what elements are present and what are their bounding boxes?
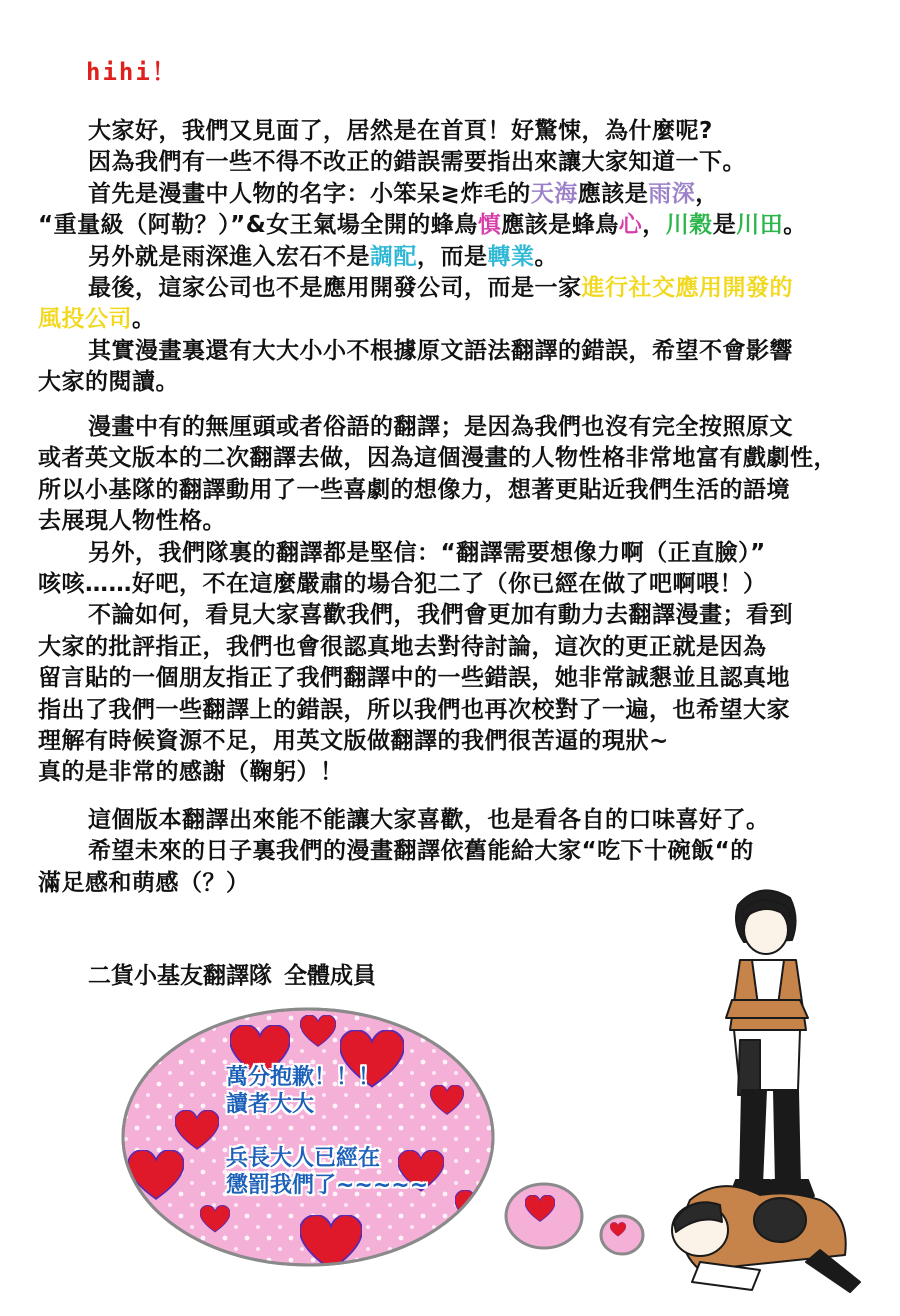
text-line: 真的是非常的感謝（鞠躬）！ <box>38 759 344 786</box>
text-segment: 首先是漫畫中人物的名字：小笨呆≷炸毛的 <box>88 180 531 207</box>
highlight-name: 雨深 <box>648 180 696 207</box>
highlight-term: 轉業 <box>487 243 535 270</box>
text-segment: 。 <box>132 306 156 333</box>
text-line: 希望未來的日子裏我們的漫畫翻譯依舊能給大家“吃下十碗飯“的 <box>88 838 754 865</box>
highlight-term: 風投公司 <box>38 306 132 333</box>
text-line: 咳咳……好吧，不在這麼嚴肅的場合犯二了（你已經在做了吧啊喂！） <box>38 570 767 597</box>
text-line: 留言貼的一個朋友指正了我們翻譯中的一些錯誤，她非常誠懇並且認真地 <box>38 665 790 692</box>
greeting-heading: hihi！ <box>86 58 178 86</box>
text-segment: 另外就是雨深進入宏石不是 <box>88 243 370 270</box>
text-segment: 應該是 <box>577 180 649 207</box>
text-segment: “重量級（阿勒？）”&女王氣場全開的蜂鳥 <box>38 212 478 239</box>
text-line: 大家的批評指正，我們也會很認真地去對待討論，這次的更正就是因為 <box>38 633 767 660</box>
text-line: 所以小基隊的翻譯動用了一些喜劇的想像力，想著更貼近我們生活的語境 <box>38 476 790 503</box>
highlight-name: 慎 <box>477 212 502 239</box>
text-line: 指出了我們一些翻譯上的錯誤，所以我們也再次校對了一遍，也希望大家 <box>38 696 790 723</box>
text-line: 其實漫畫裏還有大大小小不根據原文語法翻譯的錯誤，希望不會影響 <box>88 337 793 364</box>
highlight-name: 天海 <box>530 180 578 207</box>
text-line: 大家好，我們又見面了，居然是在首頁！好驚悚，為什麼呢? <box>88 118 713 144</box>
highlight-name: 川穀 <box>665 212 713 239</box>
bubble-line: 萬分抱歉！！！ <box>226 1065 381 1090</box>
highlight-term: 調配 <box>370 243 417 270</box>
highlight-term: 進行社交應用開發的 <box>581 274 793 301</box>
team-name: 二貨小基友翻譯隊 <box>88 963 272 989</box>
team-members: 全體成員 <box>284 963 376 989</box>
text-segment: 最後，這家公司也不是應用開發公司，而是一家 <box>88 274 582 301</box>
text-line: 理解有時候資源不足，用英文版做翻譯的我們很苦逼的現狀~ <box>38 727 669 754</box>
highlight-name: 心 <box>618 212 643 239</box>
text-line: 滿足感和萌感（？） <box>38 869 250 896</box>
highlight-name: 川田 <box>736 212 784 239</box>
text-segment: 。 <box>783 212 807 239</box>
thought-bubble-small <box>506 1184 643 1254</box>
text-segment: ， <box>695 180 719 207</box>
text-segment: 應該是蜂鳥 <box>501 212 619 239</box>
text-line: 另外，我們隊裏的翻譯都是堅信：“翻譯需要想像力啊（正直臉）” <box>88 539 766 566</box>
text-line: 大家的閱讀。 <box>38 369 179 396</box>
speech-bubble-text <box>226 1064 428 1199</box>
character-illustration <box>672 890 860 1292</box>
text-line: 不論如何，看見大家喜歡我們，我們會更加有動力去翻譯漫畫；看到 <box>88 602 793 629</box>
text-segment: ，而是 <box>417 243 488 270</box>
text-line: 或者英文版本的二次翻譯去做，因為這個漫畫的人物性格非常地富有戲劇性， <box>38 445 837 472</box>
text-segment: 。 <box>534 243 558 270</box>
bubble-line: 讀者大大 <box>226 1092 315 1117</box>
text-segment: 是 <box>712 212 737 239</box>
bubble-line: 懲罰我們了~~~~~ <box>226 1173 429 1198</box>
text-line: 去展現人物性格。 <box>38 508 226 535</box>
text-line: 漫畫中有的無厘頭或者俗語的翻譯；是因為我們也沒有完全按照原文 <box>88 414 793 440</box>
bubble-line: 兵長大人已經在 <box>226 1146 381 1171</box>
text-segment: ， <box>642 212 666 239</box>
text-line: 因為我們有一些不得不改正的錯誤需要指出來讓大家知道一下。 <box>88 149 746 176</box>
text-line: 這個版本翻譯出來能不能讓大家喜歡，也是看各自的口味喜好了。 <box>88 807 770 833</box>
